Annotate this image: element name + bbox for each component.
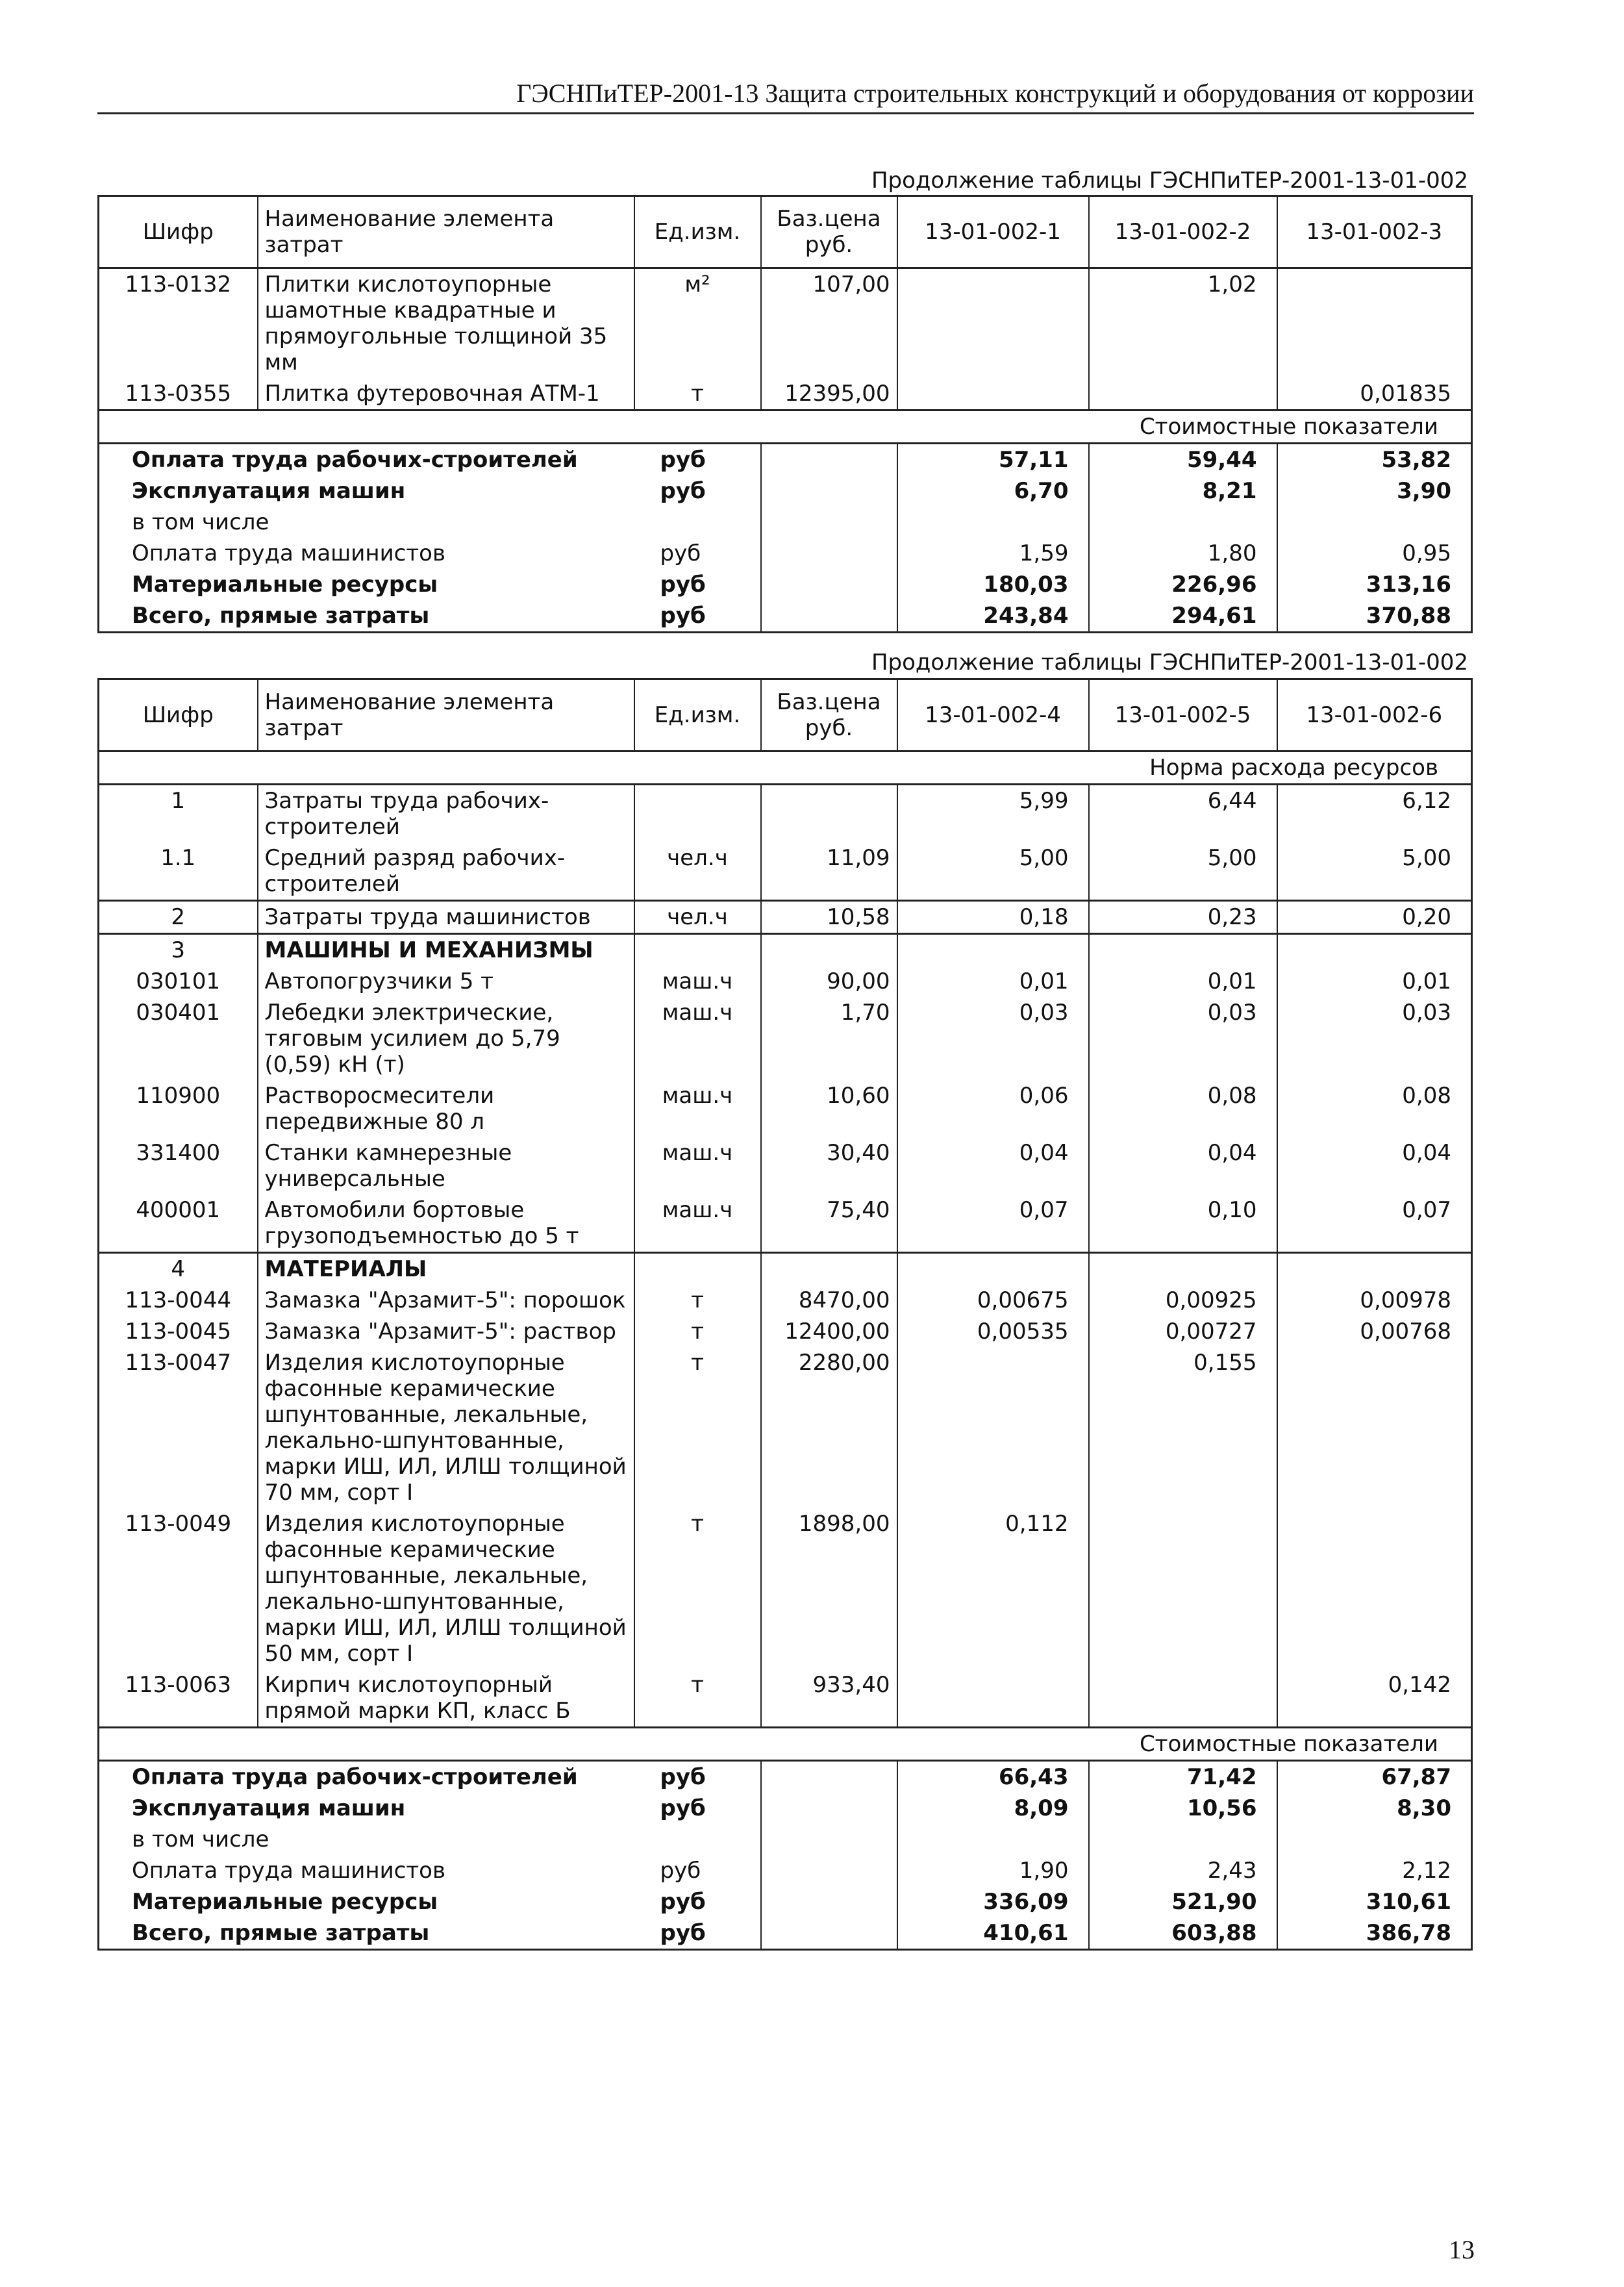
table-row xyxy=(99,842,1472,901)
row-value-3: 6,12 xyxy=(1277,785,1472,843)
page-number: 13 xyxy=(1449,2235,1475,2264)
norm-label: Норма расхода ресурсов xyxy=(99,752,1472,785)
cost-indicators-label: Стоимостные показатели xyxy=(99,1728,1472,1761)
row-name: Изделия кислотоупорные фасонные керамические шпунтованные, лекальные, лекально-шпунтованные, марки ИШ, ИЛ, ИЛШ толщиной 50 мм, сорт I xyxy=(258,1508,634,1669)
table-row xyxy=(99,1347,1472,1508)
row-value-1: 0,01 xyxy=(897,966,1089,997)
row-code: 113-0045 xyxy=(99,1316,258,1347)
cost-value-1: 1,59 xyxy=(897,538,1089,569)
cost-value-3: 8,30 xyxy=(1277,1793,1472,1824)
row-unit: т xyxy=(634,1669,761,1728)
cost-name: Оплата труда машинистов xyxy=(99,538,634,569)
row-name: Изделия кислотоупорные фасонные керамические шпунтованные, лекальные, лекально-шпунтованные, марки ИШ, ИЛ, ИЛШ толщиной 70 мм, сорт I xyxy=(258,1347,634,1508)
col-norm-1-header: 13-01-002-1 xyxy=(897,196,1089,268)
row-code: 331400 xyxy=(99,1137,258,1194)
cost-price-empty xyxy=(761,507,897,538)
col-name-header: Наименование элемента затрат xyxy=(258,679,634,752)
table2-body xyxy=(99,752,1472,1950)
row-value-1: 0,112 xyxy=(897,1508,1089,1669)
row-value-3: 0,00978 xyxy=(1277,1285,1472,1316)
row-value-1: 0,03 xyxy=(897,997,1089,1080)
row-value-2 xyxy=(1089,378,1277,411)
row-code: 030401 xyxy=(99,997,258,1080)
row-value-1: 0,04 xyxy=(897,1137,1089,1194)
row-price: 10,60 xyxy=(761,1080,897,1137)
cost-name: Эксплуатация машин xyxy=(99,1793,634,1824)
row-value-1: 5,00 xyxy=(897,842,1089,901)
row-value-3 xyxy=(1277,934,1472,967)
cost-name: Всего, прямые затраты xyxy=(99,600,634,633)
cost-row xyxy=(99,444,1472,476)
row-code: 113-0047 xyxy=(99,1347,258,1508)
col-code-header: Шифр xyxy=(99,679,258,752)
row-name: МАТЕРИАЛЫ xyxy=(258,1253,634,1285)
row-price: 10,58 xyxy=(761,901,897,934)
cost-row xyxy=(99,1761,1472,1793)
row-value-3: 0,03 xyxy=(1277,997,1472,1080)
cost-value-3: 386,78 xyxy=(1277,1917,1472,1950)
cost-value-2: 8,21 xyxy=(1089,475,1277,507)
row-value-1 xyxy=(897,1347,1089,1508)
row-unit: маш.ч xyxy=(634,1194,761,1253)
cost-value-3: 0,95 xyxy=(1277,538,1472,569)
row-unit xyxy=(634,785,761,843)
cost-value-3: 2,12 xyxy=(1277,1855,1472,1886)
table1-body xyxy=(99,268,1472,633)
table-row xyxy=(99,1669,1472,1728)
row-price: 2280,00 xyxy=(761,1347,897,1508)
cost-price-empty xyxy=(761,444,897,476)
row-name: Замазка "Арзамит-5": раствор xyxy=(258,1316,634,1347)
norm-label-row xyxy=(99,752,1472,785)
cost-price-empty xyxy=(761,569,897,600)
row-unit: чел.ч xyxy=(634,901,761,934)
table1-header-row xyxy=(99,196,1472,268)
cost-row xyxy=(99,1886,1472,1917)
cost-name: Эксплуатация машин xyxy=(99,475,634,507)
row-price: 8470,00 xyxy=(761,1285,897,1316)
cost-unit xyxy=(634,507,761,538)
cost-unit: руб xyxy=(634,475,761,507)
row-value-2: 0,23 xyxy=(1089,901,1277,934)
row-value-2: 0,08 xyxy=(1089,1080,1277,1137)
running-header: ГЭСНПиТЕР-2001-13 Защита строительных конструкций и оборудования от коррозии xyxy=(97,78,1474,114)
row-value-3: 0,07 xyxy=(1277,1194,1472,1253)
row-name: Замазка "Арзамит-5": порошок xyxy=(258,1285,634,1316)
cost-row xyxy=(99,1917,1472,1950)
col-unit-header: Ед.изм. xyxy=(634,196,761,268)
cost-unit xyxy=(634,1824,761,1855)
row-unit: т xyxy=(634,1285,761,1316)
cost-value-1: 8,09 xyxy=(897,1793,1089,1824)
row-price: 12400,00 xyxy=(761,1316,897,1347)
cost-unit: руб xyxy=(634,1886,761,1917)
row-code: 113-0044 xyxy=(99,1285,258,1316)
cost-value-2: 10,56 xyxy=(1089,1793,1277,1824)
row-code: 113-0355 xyxy=(99,378,258,411)
row-value-3: 0,00768 xyxy=(1277,1316,1472,1347)
cost-price-empty xyxy=(761,600,897,633)
resource-table-2 xyxy=(97,678,1473,1951)
row-name: Кирпич кислотоупорный прямой марки КП, класс Б xyxy=(258,1669,634,1728)
row-code: 4 xyxy=(99,1253,258,1285)
row-value-2: 0,10 xyxy=(1089,1194,1277,1253)
cost-unit: руб xyxy=(634,569,761,600)
row-value-1: 0,18 xyxy=(897,901,1089,934)
row-value-2 xyxy=(1089,1253,1277,1285)
row-value-3: 0,01835 xyxy=(1277,378,1472,411)
row-value-1 xyxy=(897,1253,1089,1285)
table-row xyxy=(99,1253,1472,1285)
row-value-2: 6,44 xyxy=(1089,785,1277,843)
cost-name: Всего, прямые затраты xyxy=(99,1917,634,1950)
resource-table-1 xyxy=(97,195,1473,633)
row-unit: т xyxy=(634,378,761,411)
cost-value-2: 59,44 xyxy=(1089,444,1277,476)
row-value-3: 0,142 xyxy=(1277,1669,1472,1728)
cost-value-1: 57,11 xyxy=(897,444,1089,476)
cost-unit: руб xyxy=(634,600,761,633)
row-unit: т xyxy=(634,1347,761,1508)
row-price xyxy=(761,934,897,967)
table2-continuation-title: Продолжение таблицы ГЭСНПиТЕР-2001-13-01-002 xyxy=(871,650,1468,676)
row-unit xyxy=(634,1253,761,1285)
table-row xyxy=(99,378,1472,411)
row-name: Лебедки электрические, тяговым усилием до 5,79 (0,59) кН (т) xyxy=(258,997,634,1080)
row-value-2: 0,00727 xyxy=(1089,1316,1277,1347)
cost-unit: руб xyxy=(634,1855,761,1886)
row-name: Автопогрузчики 5 т xyxy=(258,966,634,997)
cost-value-3: 310,61 xyxy=(1277,1886,1472,1917)
row-price: 1898,00 xyxy=(761,1508,897,1669)
table-row xyxy=(99,1285,1472,1316)
cost-value-1: 6,70 xyxy=(897,475,1089,507)
row-value-2 xyxy=(1089,934,1277,967)
row-code: 110900 xyxy=(99,1080,258,1137)
row-name: МАШИНЫ И МЕХАНИЗМЫ xyxy=(258,934,634,967)
row-value-2: 0,155 xyxy=(1089,1347,1277,1508)
col-norm-5-header: 13-01-002-5 xyxy=(1089,679,1277,752)
row-value-2 xyxy=(1089,1669,1277,1728)
cost-value-1: 1,90 xyxy=(897,1855,1089,1886)
cost-name: Оплата труда машинистов xyxy=(99,1855,634,1886)
row-code: 1.1 xyxy=(99,842,258,901)
cost-value-3: 370,88 xyxy=(1277,600,1472,633)
row-code: 2 xyxy=(99,901,258,934)
row-value-1 xyxy=(897,268,1089,379)
cost-value-3: 67,87 xyxy=(1277,1761,1472,1793)
cost-value-1: 243,84 xyxy=(897,600,1089,633)
table2-header-row xyxy=(99,679,1472,752)
cost-unit: руб xyxy=(634,1917,761,1950)
cost-value-2: 1,80 xyxy=(1089,538,1277,569)
row-value-1 xyxy=(897,934,1089,967)
cost-value-1: 180,03 xyxy=(897,569,1089,600)
cost-name: Оплата труда рабочих-строителей xyxy=(99,1761,634,1793)
cost-value-2: 294,61 xyxy=(1089,600,1277,633)
row-unit: м² xyxy=(634,268,761,379)
row-value-3: 5,00 xyxy=(1277,842,1472,901)
cost-name: Оплата труда рабочих-строителей xyxy=(99,444,634,476)
row-unit: маш.ч xyxy=(634,966,761,997)
cost-unit: руб xyxy=(634,1793,761,1824)
col-norm-2-header: 13-01-002-2 xyxy=(1089,196,1277,268)
cost-value-3: 3,90 xyxy=(1277,475,1472,507)
row-code: 113-0132 xyxy=(99,268,258,379)
table-row xyxy=(99,268,1472,379)
row-price: 12395,00 xyxy=(761,378,897,411)
row-value-2: 0,01 xyxy=(1089,966,1277,997)
col-norm-6-header: 13-01-002-6 xyxy=(1277,679,1472,752)
row-unit: т xyxy=(634,1316,761,1347)
cost-row xyxy=(99,600,1472,633)
cost-row xyxy=(99,507,1472,538)
table-row xyxy=(99,1316,1472,1347)
row-name: Автомобили бортовые грузоподъемностью до 5 т xyxy=(258,1194,634,1253)
row-value-2: 1,02 xyxy=(1089,268,1277,379)
cost-value-2 xyxy=(1089,1824,1277,1855)
cost-row xyxy=(99,569,1472,600)
row-unit: маш.ч xyxy=(634,997,761,1080)
cost-value-3 xyxy=(1277,1824,1472,1855)
row-name: Станки камнерезные универсальные xyxy=(258,1137,634,1194)
cost-row xyxy=(99,1855,1472,1886)
table-row xyxy=(99,1080,1472,1137)
row-code: 3 xyxy=(99,934,258,967)
col-price-header: Баз.цена руб. xyxy=(761,196,897,268)
cost-price-empty xyxy=(761,1761,897,1793)
cost-value-3 xyxy=(1277,507,1472,538)
row-name: Средний разряд рабочих-строителей xyxy=(258,842,634,901)
col-name-header: Наименование элемента затрат xyxy=(258,196,634,268)
cost-value-2: 603,88 xyxy=(1089,1917,1277,1950)
table-row xyxy=(99,785,1472,843)
row-value-3: 0,20 xyxy=(1277,901,1472,934)
row-name: Затраты труда рабочих-строителей xyxy=(258,785,634,843)
row-value-1: 0,07 xyxy=(897,1194,1089,1253)
row-price: 107,00 xyxy=(761,268,897,379)
row-unit: чел.ч xyxy=(634,842,761,901)
row-value-3 xyxy=(1277,1508,1472,1669)
cost-value-1: 410,61 xyxy=(897,1917,1089,1950)
cost-value-1 xyxy=(897,507,1089,538)
row-price xyxy=(761,1253,897,1285)
cost-name: в том числе xyxy=(99,507,634,538)
row-price: 11,09 xyxy=(761,842,897,901)
cost-row xyxy=(99,475,1472,507)
row-value-3 xyxy=(1277,268,1472,379)
col-norm-3-header: 13-01-002-3 xyxy=(1277,196,1472,268)
cost-value-2 xyxy=(1089,507,1277,538)
row-value-1: 0,00535 xyxy=(897,1316,1089,1347)
row-value-2: 0,03 xyxy=(1089,997,1277,1080)
cost-price-empty xyxy=(761,538,897,569)
cost-indicators-label-row xyxy=(99,1728,1472,1761)
row-value-1: 0,06 xyxy=(897,1080,1089,1137)
row-value-1 xyxy=(897,378,1089,411)
cost-value-2: 226,96 xyxy=(1089,569,1277,600)
col-code-header: Шифр xyxy=(99,196,258,268)
row-code: 400001 xyxy=(99,1194,258,1253)
row-price: 1,70 xyxy=(761,997,897,1080)
row-value-3 xyxy=(1277,1253,1472,1285)
row-value-2: 5,00 xyxy=(1089,842,1277,901)
row-value-1: 0,00675 xyxy=(897,1285,1089,1316)
row-price: 75,40 xyxy=(761,1194,897,1253)
row-code: 1 xyxy=(99,785,258,843)
row-name: Затраты труда машинистов xyxy=(258,901,634,934)
cost-price-empty xyxy=(761,1886,897,1917)
cost-unit: руб xyxy=(634,538,761,569)
row-price: 90,00 xyxy=(761,966,897,997)
col-unit-header: Ед.изм. xyxy=(634,679,761,752)
cost-value-3: 53,82 xyxy=(1277,444,1472,476)
col-price-header: Баз.цена руб. xyxy=(761,679,897,752)
cost-indicators-label: Стоимостные показатели xyxy=(99,411,1472,444)
table-row xyxy=(99,1137,1472,1194)
row-price: 933,40 xyxy=(761,1669,897,1728)
row-value-1 xyxy=(897,1669,1089,1728)
cost-value-2: 71,42 xyxy=(1089,1761,1277,1793)
cost-value-3: 313,16 xyxy=(1277,569,1472,600)
cost-unit: руб xyxy=(634,444,761,476)
table-row xyxy=(99,901,1472,934)
cost-value-1: 66,43 xyxy=(897,1761,1089,1793)
cost-price-empty xyxy=(761,1917,897,1950)
row-value-3: 0,01 xyxy=(1277,966,1472,997)
cost-value-1: 336,09 xyxy=(897,1886,1089,1917)
cost-value-1 xyxy=(897,1824,1089,1855)
row-unit: т xyxy=(634,1508,761,1669)
cost-price-empty xyxy=(761,475,897,507)
cost-price-empty xyxy=(761,1793,897,1824)
cost-row xyxy=(99,1824,1472,1855)
row-unit: маш.ч xyxy=(634,1137,761,1194)
table-row xyxy=(99,966,1472,997)
table-row xyxy=(99,997,1472,1080)
row-price xyxy=(761,785,897,843)
cost-row xyxy=(99,1793,1472,1824)
cost-name: Материальные ресурсы xyxy=(99,1886,634,1917)
cost-indicators-label-row xyxy=(99,411,1472,444)
cost-name: Материальные ресурсы xyxy=(99,569,634,600)
cost-name: в том числе xyxy=(99,1824,634,1855)
row-value-3: 0,04 xyxy=(1277,1137,1472,1194)
table-row xyxy=(99,1508,1472,1669)
row-value-2: 0,04 xyxy=(1089,1137,1277,1194)
row-code: 030101 xyxy=(99,966,258,997)
row-price: 30,40 xyxy=(761,1137,897,1194)
cost-row xyxy=(99,538,1472,569)
cost-value-2: 2,43 xyxy=(1089,1855,1277,1886)
row-name: Плитки кислотоупорные шамотные квадратные и прямоугольные толщиной 35 мм xyxy=(258,268,634,379)
row-value-2 xyxy=(1089,1508,1277,1669)
table-row xyxy=(99,1194,1472,1253)
row-value-3: 0,08 xyxy=(1277,1080,1472,1137)
row-value-3 xyxy=(1277,1347,1472,1508)
table1-continuation-title: Продолжение таблицы ГЭСНПиТЕР-2001-13-01-002 xyxy=(871,168,1468,194)
cost-value-2: 521,90 xyxy=(1089,1886,1277,1917)
row-unit: маш.ч xyxy=(634,1080,761,1137)
row-name: Плитка футеровочная АТМ-1 xyxy=(258,378,634,411)
table-row xyxy=(99,934,1472,967)
cost-unit: руб xyxy=(634,1761,761,1793)
row-code: 113-0049 xyxy=(99,1508,258,1669)
col-norm-4-header: 13-01-002-4 xyxy=(897,679,1089,752)
row-value-1: 5,99 xyxy=(897,785,1089,843)
row-unit xyxy=(634,934,761,967)
cost-price-empty xyxy=(761,1855,897,1886)
cost-price-empty xyxy=(761,1824,897,1855)
row-name: Растворосмесители передвижные 80 л xyxy=(258,1080,634,1137)
row-value-2: 0,00925 xyxy=(1089,1285,1277,1316)
row-code: 113-0063 xyxy=(99,1669,258,1728)
